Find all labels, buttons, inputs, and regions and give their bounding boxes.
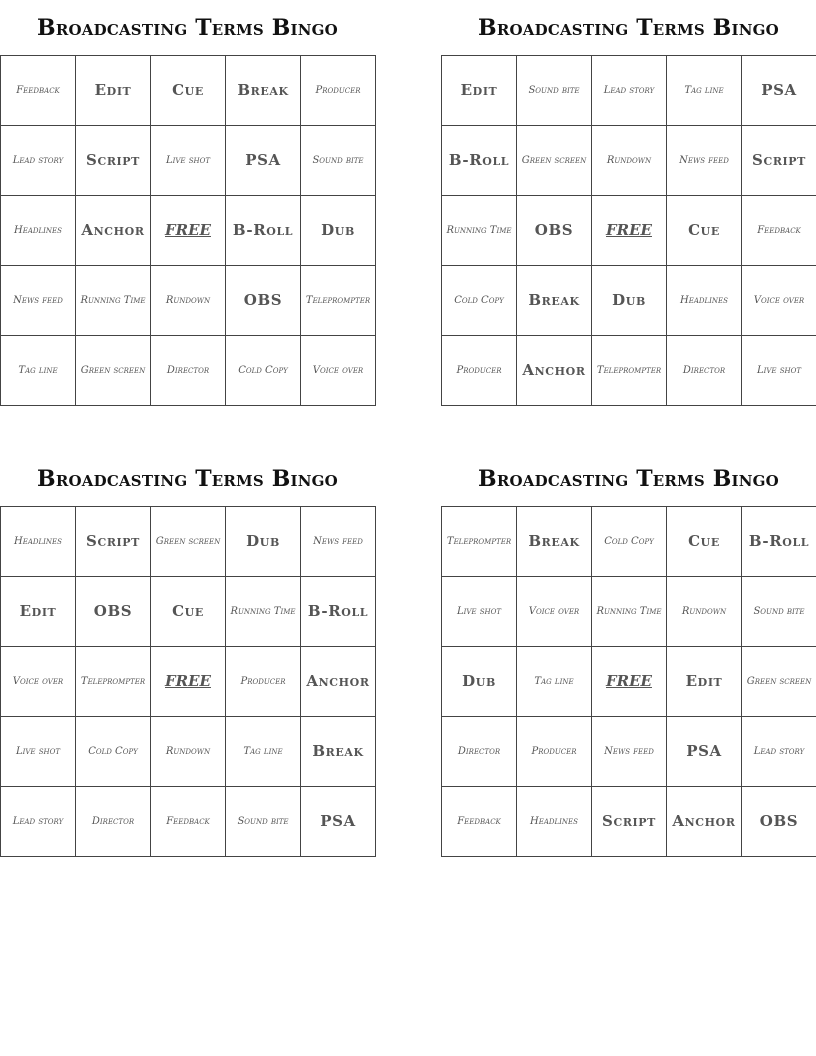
bingo-cell: Anchor: [76, 196, 151, 266]
bingo-cell: Headlines: [1, 507, 76, 577]
bingo-cell: OBS: [742, 787, 816, 857]
bingo-cell: PSA: [301, 787, 376, 857]
bingo-cell: Teleprompter: [442, 507, 517, 577]
bingo-cell: Producer: [226, 647, 301, 717]
bingo-cell: Director: [442, 717, 517, 787]
bingo-cell: Sound bite: [517, 56, 592, 126]
bingo-cell: Cold Copy: [442, 266, 517, 336]
bingo-cell: PSA: [226, 126, 301, 196]
bingo-cell: Live shot: [742, 336, 816, 406]
bingo-cell: Lead story: [1, 126, 76, 196]
bingo-cell: Dub: [226, 507, 301, 577]
bingo-cell: Tag line: [1, 336, 76, 406]
bingo-cell: Director: [151, 336, 226, 406]
bingo-cell: Break: [301, 717, 376, 787]
bingo-cell: Sound bite: [301, 126, 376, 196]
bingo-cell: Green screen: [76, 336, 151, 406]
bingo-cell: Feedback: [742, 196, 816, 266]
bingo-cell: Lead story: [592, 56, 667, 126]
bingo-cell: Voice over: [742, 266, 816, 336]
bingo-cell: Rundown: [151, 717, 226, 787]
bingo-cell: Break: [517, 507, 592, 577]
bingo-cell: Script: [592, 787, 667, 857]
bingo-cell: Anchor: [667, 787, 742, 857]
bingo-cell: OBS: [76, 577, 151, 647]
bingo-cell: Cue: [667, 507, 742, 577]
bingo-cell: Running Time: [226, 577, 301, 647]
bingo-cell: Live shot: [442, 577, 517, 647]
bingo-cell: Voice over: [1, 647, 76, 717]
bingo-cell: News feed: [301, 507, 376, 577]
bingo-cell: Voice over: [517, 577, 592, 647]
card-title: Broadcasting Terms Bingo: [37, 466, 338, 492]
bingo-cell: News feed: [592, 717, 667, 787]
bingo-cell: B-Roll: [742, 507, 816, 577]
bingo-cell: Dub: [592, 266, 667, 336]
bingo-card-2: [441, 0, 816, 406]
bingo-cell: Break: [517, 266, 592, 336]
bingo-cell: Script: [742, 126, 816, 196]
bingo-cell: Cold Copy: [226, 336, 301, 406]
card-title: Broadcasting Terms Bingo: [478, 466, 779, 492]
bingo-cell: Teleprompter: [76, 647, 151, 717]
bingo-grid: [441, 506, 816, 857]
bingo-cell: Script: [76, 507, 151, 577]
bingo-cell: Cue: [667, 196, 742, 266]
bingo-cell: Break: [226, 56, 301, 126]
bingo-cell: Tag line: [667, 56, 742, 126]
bingo-cell: Edit: [667, 647, 742, 717]
bingo-cell: Running Time: [76, 266, 151, 336]
bingo-cell: Anchor: [301, 647, 376, 717]
bingo-free-cell: FREE: [151, 196, 226, 266]
bingo-cell: Teleprompter: [592, 336, 667, 406]
bingo-cell: Cue: [151, 577, 226, 647]
bingo-cell: Script: [76, 126, 151, 196]
bingo-cell: News feed: [667, 126, 742, 196]
bingo-free-cell: FREE: [592, 647, 667, 717]
bingo-cell: Feedback: [1, 56, 76, 126]
bingo-cell: Producer: [301, 56, 376, 126]
bingo-cell: Green screen: [742, 647, 816, 717]
bingo-cell: Director: [76, 787, 151, 857]
bingo-cell: Feedback: [442, 787, 517, 857]
bingo-cell: B-Roll: [442, 126, 517, 196]
bingo-cell: PSA: [742, 56, 816, 126]
bingo-cell: News feed: [1, 266, 76, 336]
bingo-card-1: [0, 0, 375, 406]
bingo-cell: Edit: [76, 56, 151, 126]
bingo-cell: B-Roll: [226, 196, 301, 266]
bingo-cell: Lead story: [742, 717, 816, 787]
bingo-cell: Sound bite: [742, 577, 816, 647]
bingo-free-cell: FREE: [592, 196, 667, 266]
bingo-cell: Live shot: [151, 126, 226, 196]
bingo-cell: Tag line: [226, 717, 301, 787]
bingo-cell: Headlines: [667, 266, 742, 336]
bingo-cell: B-Roll: [301, 577, 376, 647]
bingo-grid: [0, 55, 376, 406]
bingo-cell: Cold Copy: [76, 717, 151, 787]
bingo-card-3: [0, 451, 375, 857]
bingo-cell: Green screen: [151, 507, 226, 577]
bingo-cell: Tag line: [517, 647, 592, 717]
bingo-cell: OBS: [226, 266, 301, 336]
bingo-cell: Dub: [301, 196, 376, 266]
bingo-cell: Teleprompter: [301, 266, 376, 336]
bingo-cell: Running Time: [592, 577, 667, 647]
bingo-cell: Running Time: [442, 196, 517, 266]
bingo-cell: Edit: [442, 56, 517, 126]
bingo-cell: Producer: [442, 336, 517, 406]
bingo-free-cell: FREE: [151, 647, 226, 717]
bingo-cell: Sound bite: [226, 787, 301, 857]
bingo-cell: Feedback: [151, 787, 226, 857]
card-title: Broadcasting Terms Bingo: [478, 15, 779, 41]
bingo-cell: Rundown: [151, 266, 226, 336]
bingo-cell: PSA: [667, 717, 742, 787]
bingo-grid: [441, 55, 816, 406]
bingo-cell: Rundown: [667, 577, 742, 647]
bingo-card-4: [441, 451, 816, 857]
bingo-cell: Voice over: [301, 336, 376, 406]
bingo-cell: Edit: [1, 577, 76, 647]
bingo-cell: Rundown: [592, 126, 667, 196]
bingo-cell: Director: [667, 336, 742, 406]
bingo-grid: [0, 506, 376, 857]
bingo-cell: Producer: [517, 717, 592, 787]
bingo-cell: Dub: [442, 647, 517, 717]
bingo-cell: Cold Copy: [592, 507, 667, 577]
bingo-cell: Lead story: [1, 787, 76, 857]
bingo-cell: Headlines: [517, 787, 592, 857]
bingo-cell: Green screen: [517, 126, 592, 196]
bingo-cell: Live shot: [1, 717, 76, 787]
card-title: Broadcasting Terms Bingo: [37, 15, 338, 41]
bingo-cell: Cue: [151, 56, 226, 126]
bingo-cell: OBS: [517, 196, 592, 266]
bingo-cell: Anchor: [517, 336, 592, 406]
bingo-cell: Headlines: [1, 196, 76, 266]
